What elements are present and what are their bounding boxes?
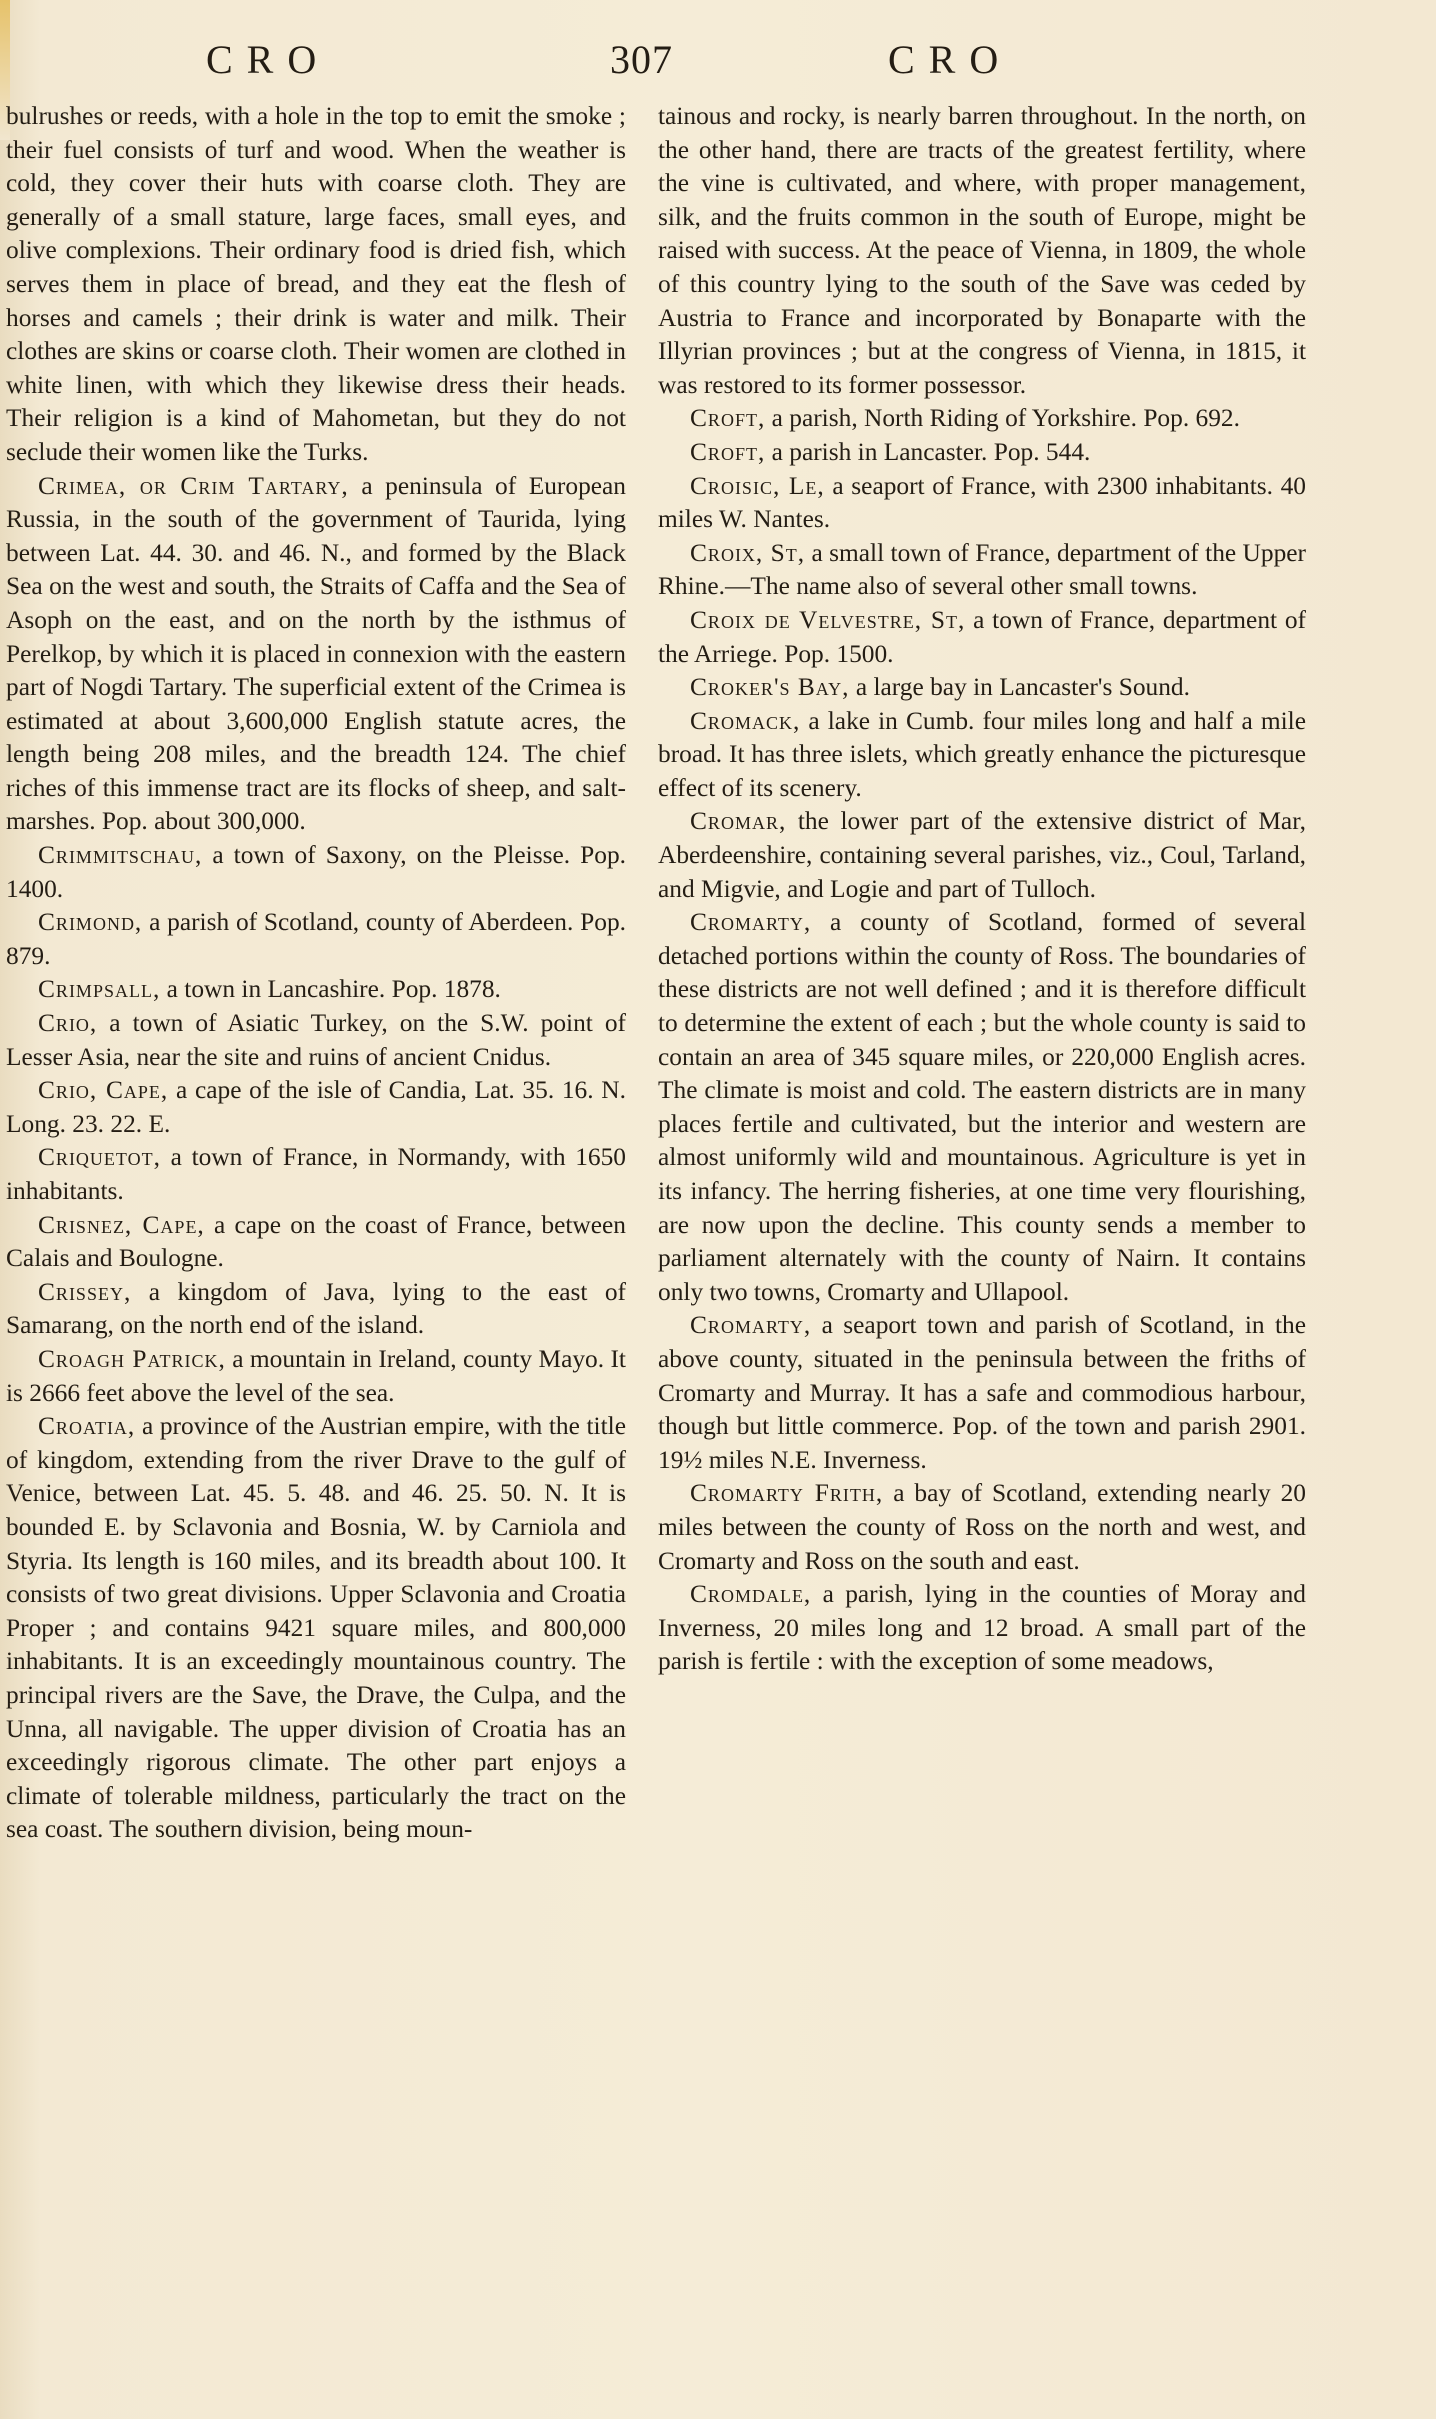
entry-headword: Cromarty, (690, 1311, 812, 1340)
entry-text: tainous and rocky, is nearly barren throughout. In the north, on the other hand, there are tracts of the greatest fertility, where the vine is cultivated, and where, with proper management, silk, and the fruits common in the south of Europe, might be raised with success. At the peace of Vienna, in 1809, the whole of this country lying to the south of the Save was ceded by Austria to France and incorporated by Bonaparte with the Illyrian provinces ; but at the congress of Vienna, in 1815, it was restored to its former possessor. (658, 102, 1306, 399)
entry-text: a peninsula of European Russia, in the south of the government of Taurida, lying between Lat. 44. 30. and 46. N., and formed by the Black Sea on the west and south, the Straits of Caffa and the Sea of Asoph on the east, and on the north by the isthmus of Perelkop, by which it is placed in connexion with the eastern part of Nogdi Tartary. The superficial extent of the Crimea is estimated at about 3,600,000 English statute acres, the length being 208 miles, and the breadth 124. The chief riches of this immense tract are its flocks of sheep, and salt-marshes. Pop. about 300,000. (6, 471, 626, 836)
entry-text: a parish, North Riding of Yorkshire. Pop. 692. (765, 404, 1240, 433)
entry-text: a town in Lancashire. Pop. 1878. (160, 975, 501, 1004)
dictionary-entry (658, 100, 1306, 402)
entry-text: a parish in Lancaster. Pop. 544. (765, 437, 1091, 466)
entry-headword: Croix de Velvestre, St, (690, 605, 966, 634)
dictionary-entry (658, 1477, 1306, 1578)
entry-headword: Cromdale, (690, 1580, 812, 1609)
dictionary-entry (658, 537, 1306, 604)
running-head-right: CRO (888, 37, 1013, 82)
entry-text: a cape of the isle of Candia, Lat. 35. 16. N. Long. 23. 22. E. (6, 1076, 626, 1138)
dictionary-entry (6, 100, 626, 470)
dictionary-entry (6, 1074, 626, 1141)
entry-headword: Criquetot, (38, 1143, 161, 1172)
entry-headword: Croker's Bay, (690, 673, 850, 702)
entry-headword: Cromack, (690, 706, 801, 735)
entry-text: bulrushes or reeds, with a hole in the top to emit the smoke ; their fuel consists of turf and wood. When the weather is cold, they cover their huts with coarse cloth. They are generally of a small stature, large faces, small eyes, and olive complexions. Their ordinary food is dried fish, which serves them in place of bread, and they eat the flesh of horses and camels ; their drink is water and milk. Their clothes are skins or coarse cloth. Their women are clothed in white linen, with which they likewise dress their heads. Their religion is a kind of Mahometan, but they do not seclude their women like the Turks. (6, 102, 626, 466)
dictionary-entry (6, 1410, 626, 1847)
entry-text: a town of France, in Normandy, with 1650 inhabitants. (6, 1143, 626, 1205)
running-head (0, 36, 1436, 96)
dictionary-entry (658, 1309, 1306, 1477)
dictionary-entry (6, 470, 626, 840)
entry-text: a seaport of France, with 2300 inhabitants. 40 miles W. Nantes. (658, 471, 1307, 534)
entry-headword: Cromar, (690, 807, 787, 836)
entry-headword: Croatia, (38, 1412, 136, 1441)
dictionary-entry (658, 470, 1306, 537)
entry-headword: Croisic, Le, (690, 471, 825, 500)
entry-headword: Croft, (690, 404, 766, 433)
dictionary-entry (6, 1141, 626, 1208)
entry-headword: Croagh Patrick, (38, 1344, 226, 1373)
entry-headword: Crio, Cape, (38, 1076, 169, 1105)
dictionary-entry (658, 436, 1306, 470)
entry-text: a parish, lying in the counties of Moray and Inverness, 20 miles long and 12 broad. A small part of the parish is fertile : with the exception of some meadows, (658, 1580, 1306, 1676)
dictionary-entry (658, 671, 1306, 705)
entry-text: a cape on the coast of France, between Calais and Boulogne. (6, 1210, 627, 1273)
entry-headword: Cromarty, (690, 908, 812, 937)
entry-headword: Crimond, (38, 908, 143, 937)
entry-headword: Croix, St, (690, 538, 806, 567)
entry-headword: Crimea, or Crim Tartary, (38, 471, 349, 500)
entry-headword: Crimmitschau, (38, 841, 203, 870)
entry-text: a bay of Scotland, extending nearly 20 miles between the county of Ross on the north and west, and Cromarty and Ross on the south and east. (658, 1479, 1306, 1575)
entry-text: a parish of Scotland, county of Aberdeen. Pop. 879. (6, 908, 626, 970)
entry-text: the lower part of the extensive district of Mar, Aberdeenshire, containing several parishes, viz., Coul, Tarland, and Migvie, and Logie and part of Tulloch. (658, 807, 1306, 903)
left-column (6, 100, 626, 1847)
entry-text: a lake in Cumb. four miles long and half a mile broad. It has three islets, which greatly enhance the picturesque effect of its scenery. (658, 706, 1306, 802)
entry-text: a large bay in Lancaster's Sound. (849, 673, 1190, 702)
right-column (658, 100, 1306, 1679)
running-head-left: CRO (206, 37, 331, 82)
page-number: 307 (610, 37, 673, 82)
dictionary-entry (6, 1343, 626, 1410)
entry-text: a small town of France, department of the Upper Rhine.—The name also of several other small towns. (658, 538, 1306, 601)
entry-headword: Cromarty Frith, (690, 1479, 884, 1508)
entry-text: a town of Asiatic Turkey, on the S.W. point of Lesser Asia, near the site and ruins of ancient Cnidus. (6, 1009, 626, 1071)
dictionary-entry (6, 1276, 626, 1343)
entry-headword: Croft, (690, 437, 766, 466)
entry-text: a town of Saxony, on the Pleisse. Pop. 1400. (6, 841, 626, 903)
entry-headword: Crimpsall, (38, 975, 161, 1004)
dictionary-entry (658, 1578, 1306, 1679)
dictionary-entry (6, 839, 626, 906)
entry-text: a seaport town and parish of Scotland, in the above county, situated in the peninsula between the friths of Cromarty and Murray. It has a safe and commodious harbour, though but little commerce. Pop. of the town and parish 2901. 19½ miles N.E. Inverness. (658, 1311, 1306, 1474)
dictionary-entry (658, 805, 1306, 906)
dictionary-entry (6, 1007, 626, 1074)
dictionary-entry (658, 906, 1306, 1309)
entry-text: a county of Scotland, formed of several detached portions within the county of Ross. The boundaries of these districts are not well defined ; and it is therefore difficult to determine the extent of each ; but the whole county is said to contain an area of 345 square miles, or 220,000 English acres. The climate is moist and cold. The eastern districts are in many places fertile and cultivated, but the interior and western are almost uniformly wild and mountainous. Agriculture is yet in its infancy. The herring fisheries, at one time very flourishing, are now upon the decline. This county sends a member to parliament alternately with the county of Nairn. It contains only two towns, Cromarty and Ullapool. (658, 908, 1306, 1306)
dictionary-entry (658, 402, 1306, 436)
entry-text: a province of the Austrian empire, with the title of kingdom, extending from the river Drave to the gulf of Venice, between Lat. 45. 5. 48. and 46. 25. 50. N. It is bounded E. by Sclavonia and Bosnia, W. by Carniola and Styria. Its length is 160 miles, and its breadth about 100. It consists of two great divisions. Upper Sclavonia and Croatia Proper ; and contains 9421 square miles, and 800,000 inhabitants. It is an exceedingly mountainous country. The principal rivers are the Save, the Drave, the Culpa, and the Unna, all navigable. The upper division of Croatia has an exceedingly rigorous climate. The other part enjoys a climate of tolerable mildness, particularly the tract on the sea coast. The southern division, being moun- (6, 1412, 626, 1844)
dictionary-entry (6, 906, 626, 973)
dictionary-entry (658, 604, 1306, 671)
entry-headword: Crissey, (38, 1277, 132, 1306)
entry-text: a mountain in Ireland, county Mayo. It is 2666 feet above the level of the sea. (6, 1344, 626, 1407)
dictionary-entry (658, 705, 1306, 806)
entry-text: a kingdom of Java, lying to the east of Samarang, on the north end of the island. (6, 1277, 626, 1340)
entry-headword: Crisnez, Cape, (38, 1210, 205, 1239)
dictionary-entry (6, 973, 626, 1007)
entry-text: a town of France, department of the Arriege. Pop. 1500. (658, 605, 1307, 668)
entry-headword: Crio, (38, 1009, 98, 1038)
dictionary-entry (6, 1209, 626, 1276)
